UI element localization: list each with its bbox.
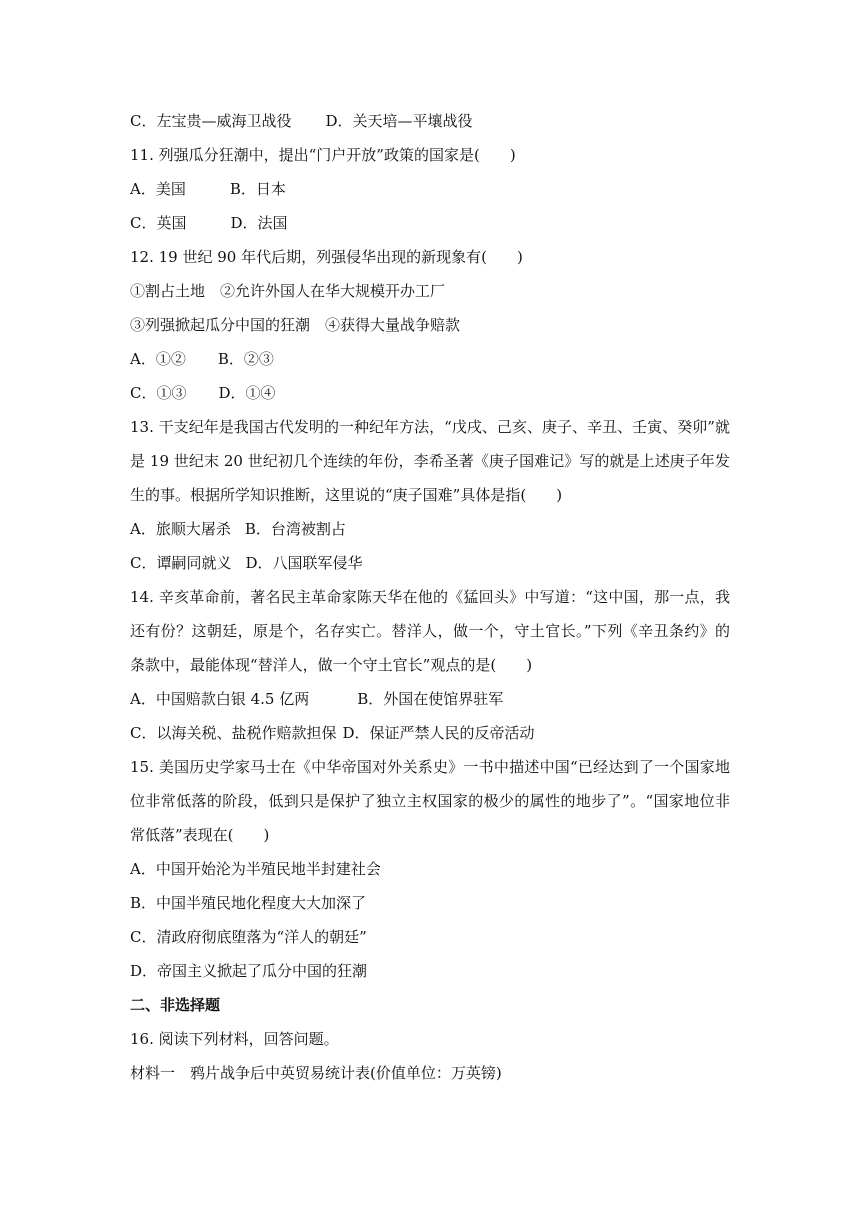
q16-stem: 16. 阅读下列材料，回答问题。 — [130, 1030, 339, 1048]
q15-option-c: C．清政府彻底堕落为“洋人的朝廷” — [130, 928, 367, 946]
q16-material1-caption: 材料一 鸦片战争后中英贸易统计表(价值单位：万英镑) — [130, 1064, 502, 1082]
q12-options-cd — [130, 380, 730, 414]
q10-options-cd — [130, 108, 730, 142]
q11-option-d: D．法国 — [230, 214, 288, 232]
q14-option-c: C．以海关税、盐税作赔款担保 — [130, 724, 337, 742]
q14-option-d: D．保证严禁人民的反帝活动 — [342, 724, 535, 742]
q12-stem: 12. 19 世纪 90 年代后期，列强侵华出现的新现象有( ) — [130, 248, 523, 266]
q13-option-a: A．旅顺大屠杀 — [130, 520, 231, 538]
q14-stem: 14. 辛亥革命前，著名民主革命家陈天华在他的《猛回头》中写道：“这中国，那一点，我还有份？这朝廷，原是个，名存实亡。替洋人，做一个，守土官长。”下列《辛丑条约》的条款中，最能体现“替洋人，做一个守土官长”观点的是( ) — [130, 588, 730, 674]
q10-option-d: D．关天培—平壤战役 — [325, 112, 473, 130]
q14-options-ab — [130, 686, 730, 720]
q10-option-c: C．左宝贵—威海卫战役 — [130, 112, 292, 130]
q13-option-c: C．谭嗣同就义 — [130, 554, 232, 572]
q15-stem: 15. 美国历史学家马士在《中华帝国对外关系史》一书中描述中国“已经达到了一个国家地位非常低落的阶段，低到只是保护了独立主权国家的极少的属性的地步了”。“国家地位非常低落”表现在( ) — [130, 758, 730, 844]
q11-option-b: B．日本 — [229, 180, 286, 198]
q12-item1: ①割占土地 ②允许外国人在华大规模开办工厂 — [130, 282, 446, 300]
q15-option-d: D．帝国主义掀起了瓜分中国的狂潮 — [130, 962, 368, 980]
q15-option-b: B．中国半殖民地化程度大大加深了 — [130, 894, 367, 912]
q11-stem: 11. 列强瓜分狂潮中，提出“门户开放”政策的国家是( ) — [130, 146, 516, 164]
section-2-title: 二、非选择题 — [130, 996, 221, 1014]
q11-options-cd — [130, 210, 730, 244]
q13-options-cd — [130, 550, 730, 584]
q14-options-cd — [130, 720, 730, 754]
q11-options-ab — [130, 176, 730, 210]
q11-option-a: A．美国 — [130, 180, 186, 198]
q12-options-ab — [130, 346, 730, 380]
q14-option-a: A．中国赔款白银 4.5 亿两 — [130, 690, 310, 708]
q14-option-b: B．外国在使馆界驻军 — [357, 690, 504, 708]
exam-page — [130, 108, 730, 1094]
q13-option-b: B．台湾被割占 — [244, 520, 346, 538]
q12-option-a: A．①② — [130, 350, 186, 368]
q12-option-d: D．①④ — [218, 384, 276, 402]
q13-stem: 13. 干支纪年是我国古代发明的一种纪年方法，“戊戌、己亥、庚子、辛丑、壬寅、癸卯”就是 19 世纪末 20 世纪初几个连续的年份，李希圣著《庚子国难记》写的就是上述庚子年发生的事。根据所学知识推断，这里说的“庚子国难”具体是指( ) — [130, 418, 730, 504]
q11-option-c: C．英国 — [130, 214, 187, 232]
q12-item2: ③列强掀起瓜分中国的狂潮 ④获得大量战争赔款 — [130, 316, 461, 334]
q13-options-ab — [130, 516, 730, 550]
q12-option-c: C．①③ — [130, 384, 187, 402]
q12-option-b: B．②③ — [217, 350, 274, 368]
q15-option-a: A．中国开始沦为半殖民地半封建社会 — [130, 860, 381, 878]
q13-option-d: D．八国联军侵华 — [245, 554, 363, 572]
